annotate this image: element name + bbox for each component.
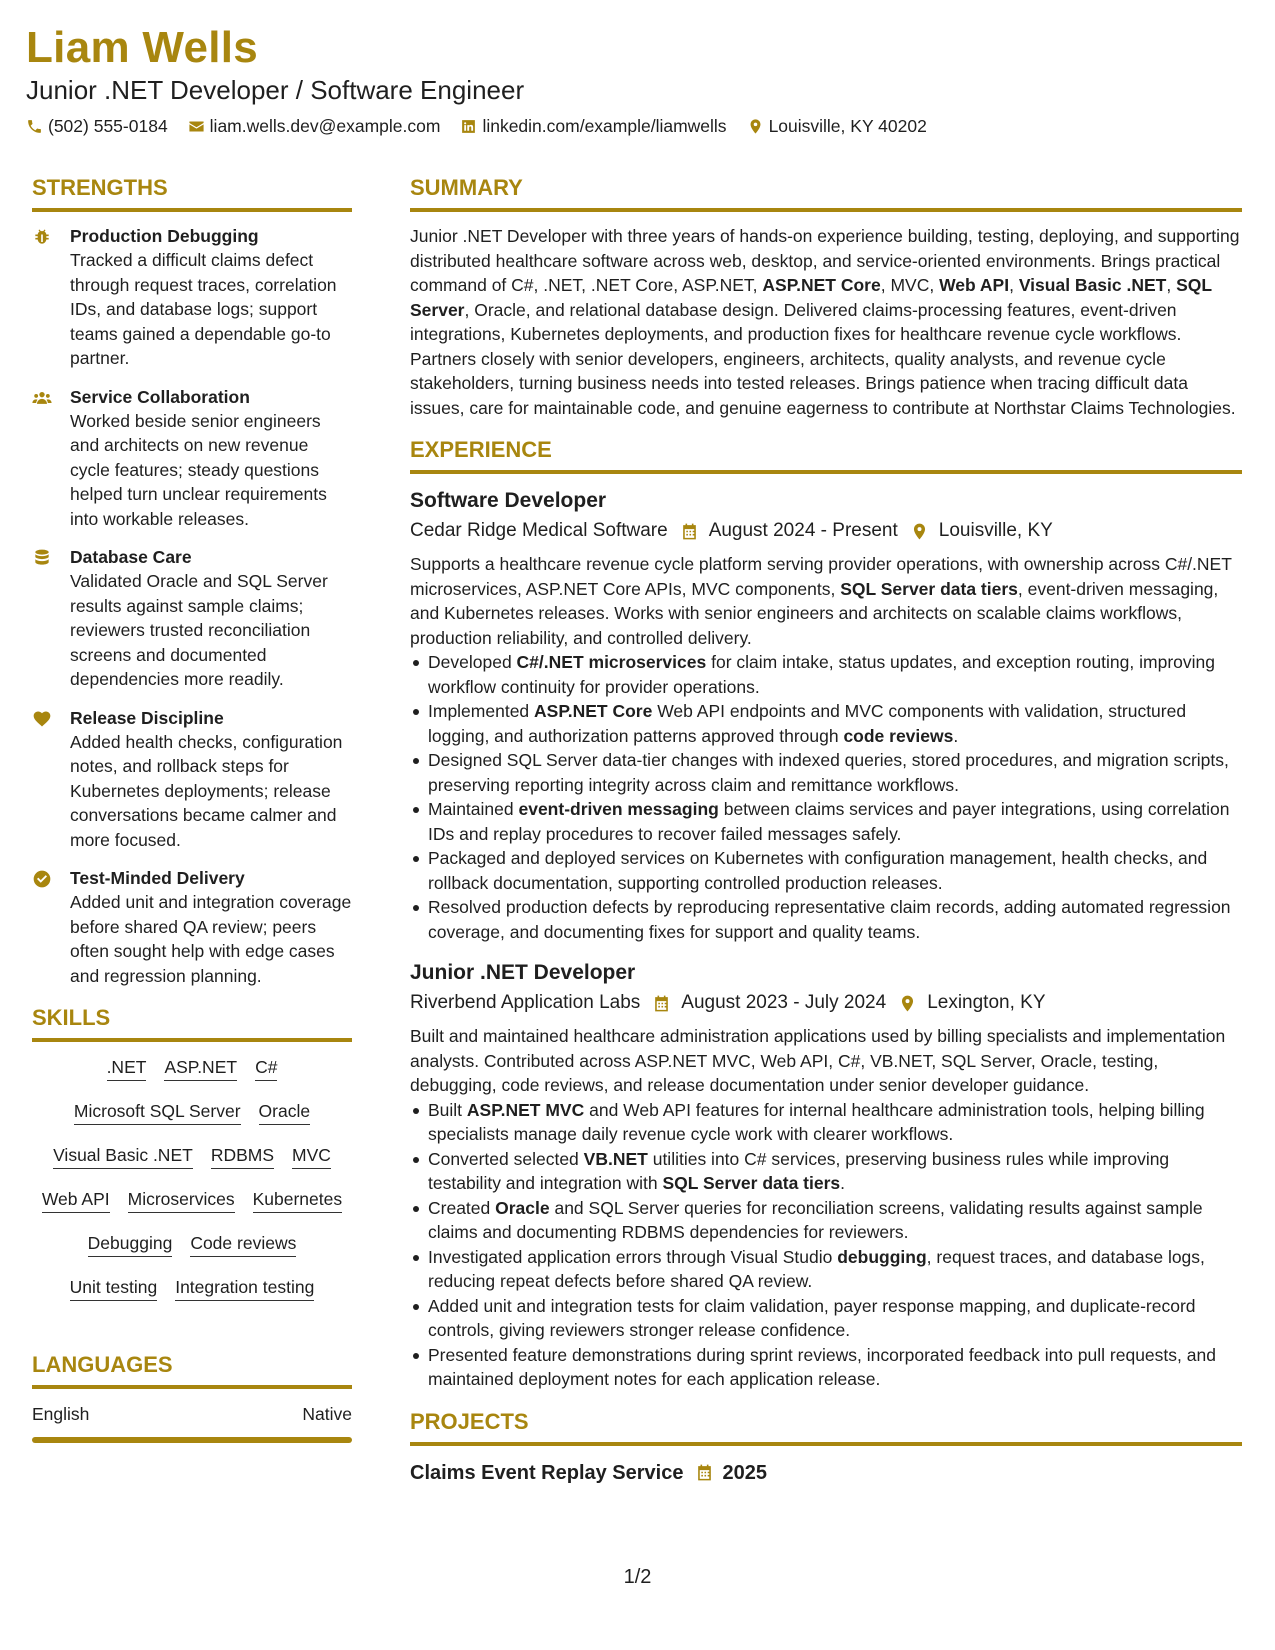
strength-item — [32, 866, 352, 988]
strength-item — [32, 224, 352, 371]
bug-icon — [32, 224, 70, 371]
strength-body — [70, 706, 352, 853]
strength-body — [70, 545, 352, 692]
envelope-icon — [188, 118, 205, 135]
text-run: Implemented — [428, 701, 535, 721]
text-run: and Web API features for internal healthcare administration tools, helping billing specialists manage daily revenue cycle work with clearer workflows. — [428, 1099, 1205, 1144]
skill-tag: Kubernetes — [253, 1188, 343, 1213]
heart-icon — [32, 706, 70, 853]
skill-tag: Code reviews — [190, 1232, 296, 1257]
language-row — [32, 1401, 352, 1427]
project-name: Claims Event Replay Service — [410, 1461, 684, 1484]
skill-tag: Web API — [42, 1188, 110, 1213]
bullet-item — [428, 797, 1242, 846]
strength-item — [32, 545, 352, 692]
projects-heading: PROJECTS — [410, 1408, 529, 1434]
section-divider — [410, 208, 1242, 212]
bullet-item — [428, 1294, 1242, 1343]
text-run: Added unit and integration tests for claim validation, payer response mapping, and duplicate-record controls, giving reviewers stronger release confidence. — [428, 1295, 1196, 1340]
bullet-item — [428, 748, 1242, 797]
text-run: for claim intake, status updates, and exception routing, improving workflow continuity for provider operations. — [428, 652, 1215, 697]
skill-tag: ASP.NET — [164, 1056, 237, 1081]
job-dates: August 2024 - Present — [708, 520, 898, 541]
text-run: , event-driven messaging, and Kubernetes releases. Works with senior engineers and architects on scalable claims workflows, production reliability, and controlled delivery. — [410, 578, 1219, 648]
text-run: , — [1166, 275, 1177, 295]
skill-tag: Microsoft SQL Server — [74, 1100, 241, 1125]
job-bullets — [410, 1098, 1242, 1392]
contact-phone[interactable] — [26, 116, 168, 137]
text-run: Junior .NET Developer with three years of hands-on experience building, testing, deploying, and supporting distributed healthcare software across web, desktop, and service-oriented environments. Brings practical command of C#, .NET, .NET Core, ASP.NET, — [410, 226, 1240, 295]
section-divider — [410, 1442, 1242, 1446]
job-company: Riverbend Application Labs — [410, 992, 641, 1013]
language-proficiency-bar — [32, 1437, 352, 1443]
bold-text: ASP.NET Core — [762, 275, 881, 295]
job-bullets — [410, 650, 1242, 944]
strength-title: Release Discipline — [70, 707, 224, 728]
text-run: , Oracle, and relational database design. Delivered claims-processing features, event-driven integrations, Kubernetes deployments, and production fixes for healthcare revenue cycle workflows. Partners closely with senior developers, engineers, architects, quality analysts, and revenue cycle stakeholders, turning business needs into tested releases. Brings patience when tracing difficult data issues, care for maintainable code, and genuine eagerness to contribute at Northstar Claims Technologies. — [410, 299, 1236, 418]
contact-bar — [26, 116, 1249, 137]
calendar-icon — [652, 994, 671, 1013]
phone-icon — [26, 118, 43, 135]
text-run: Investigated application errors through Visual Studio — [428, 1246, 838, 1267]
bold-text: Oracle — [495, 1197, 550, 1218]
job-meta — [410, 516, 1242, 546]
skills-list — [32, 1054, 352, 1301]
text-run: . — [840, 1173, 846, 1193]
skill-tag: Unit testing — [70, 1276, 158, 1301]
contact-linkedin[interactable] — [460, 116, 726, 137]
left-column — [32, 172, 352, 1443]
email-text: liam.wells.dev@example.com — [209, 116, 441, 136]
text-run: utilities into C# services, preserving business rules while improving testability and integration with — [428, 1148, 1170, 1193]
summary-text — [410, 224, 1242, 420]
section-divider — [32, 1038, 352, 1042]
text-run: Maintained — [428, 799, 519, 819]
bold-text: VB.NET — [583, 1148, 648, 1169]
strengths-list — [32, 224, 352, 988]
strength-title: Production Debugging — [70, 226, 259, 246]
bullet-item — [428, 699, 1242, 748]
job-intro — [410, 552, 1242, 650]
bold-text: event-driven messaging — [518, 799, 719, 819]
skill-tag: Microservices — [128, 1188, 235, 1213]
bold-text: debugging — [837, 1246, 927, 1267]
job-entry — [410, 958, 1242, 1392]
location-text: Louisville, KY 40202 — [768, 116, 927, 136]
bold-text: SQL Server data tiers — [840, 578, 1018, 599]
strength-desc: Validated Oracle and SQL Server results against sample claims; reviewers trusted reconciliation screens and documented dependencies more readily. — [70, 571, 328, 689]
project-item — [410, 1458, 1242, 1488]
strength-body — [70, 385, 352, 532]
strength-item — [32, 385, 352, 532]
text-run: . — [953, 725, 959, 746]
bold-text: Visual Basic .NET — [1018, 275, 1167, 295]
bullet-item — [428, 895, 1242, 944]
calendar-icon — [695, 1463, 714, 1482]
bullet-item — [428, 1343, 1242, 1392]
strength-title: Database Care — [70, 547, 192, 567]
text-run: Supports a healthcare revenue cycle platform serving provider operations, with ownership across C#/.NET microservices, ASP.NET Core APIs, MVC components, — [410, 554, 1232, 599]
linkedin-text: linkedin.com/example/liamwells — [482, 116, 727, 136]
bullet-item — [428, 846, 1242, 895]
calendar-icon — [680, 522, 699, 541]
summary-heading: SUMMARY — [410, 175, 523, 200]
database-icon — [32, 545, 70, 692]
text-run: Created — [428, 1197, 496, 1218]
bold-text: ASP.NET MVC — [466, 1099, 585, 1120]
check-circle-icon — [32, 866, 70, 988]
map-pin-icon — [898, 994, 917, 1013]
text-run: Designed SQL Server data-tier changes with indexed queries, stored procedures, and migration scripts, preserving reporting integrity across claim and remittance workflows. — [428, 750, 1229, 795]
page-number: 1/2 — [623, 1566, 652, 1588]
skill-tag: Integration testing — [175, 1276, 314, 1301]
text-run: Packaged and deployed services on Kubernetes with configuration management, health checks, and rollback documentation, supporting controlled production releases. — [428, 848, 1208, 893]
bold-text: SQL Server data tiers — [662, 1173, 841, 1193]
language-level: Native — [302, 1404, 352, 1424]
resume-header — [26, 22, 1249, 137]
section-divider — [32, 208, 352, 212]
bold-text: SQL Server — [410, 275, 1212, 320]
strengths-heading: STRENGTHS — [32, 175, 168, 200]
bullet-item — [428, 650, 1242, 699]
skill-tag: .NET — [107, 1056, 147, 1081]
text-run: Web API endpoints and MVC components with validation, structured logging, and authorization patterns approved through — [428, 701, 1187, 746]
projects-list — [410, 1458, 1242, 1488]
experience-heading: EXPERIENCE — [410, 437, 552, 462]
text-run: , — [1009, 275, 1019, 295]
job-company: Cedar Ridge Medical Software — [410, 520, 668, 541]
candidate-name: Liam Wells — [26, 23, 259, 72]
languages-list — [32, 1401, 352, 1443]
section-divider — [32, 1385, 352, 1389]
strength-title: Service Collaboration — [70, 386, 250, 407]
skill-tag: RDBMS — [211, 1144, 274, 1169]
skills-heading: SKILLS — [32, 1005, 111, 1030]
languages-heading: LANGUAGES — [32, 1352, 173, 1377]
strength-desc: Added health checks, configuration notes, and rollback steps for Kubernetes deployments; release conversations became calmer and more focused. — [70, 731, 343, 850]
project-year: 2025 — [722, 1461, 767, 1484]
strength-body — [70, 224, 352, 371]
skill-tag: Oracle — [259, 1100, 311, 1125]
strength-item — [32, 706, 352, 853]
bullet-item — [428, 1147, 1242, 1196]
job-location: Lexington, KY — [927, 992, 1046, 1013]
text-run: Developed — [428, 652, 517, 672]
contact-location — [747, 116, 927, 137]
skill-tag: Visual Basic .NET — [53, 1144, 193, 1169]
linkedin-icon — [460, 118, 477, 135]
skill-tag: C# — [255, 1056, 277, 1081]
bullet-item — [428, 1098, 1242, 1147]
bold-text: ASP.NET Core — [534, 701, 653, 721]
text-run: Built and maintained healthcare administration applications used by billing specialists and implementation analysts. Contributed across ASP.NET MVC, Web API, C#, VB.NET, SQL Server, Oracle, testing, debugging, code reviews, and release documentation under senior developer guidance. — [410, 1026, 1226, 1095]
bullet-item — [428, 1245, 1242, 1294]
contact-email[interactable] — [188, 116, 441, 137]
text-run: and SQL Server queries for reconciliation screens, validating results against sample claims and documenting RDBMS dependencies for reviewers. — [428, 1197, 1203, 1242]
bold-text: Web API — [939, 275, 1010, 295]
jobs-list — [410, 486, 1242, 1392]
job-dates: August 2023 - July 2024 — [681, 992, 887, 1013]
job-meta — [410, 988, 1242, 1018]
bold-text: C#/.NET microservices — [516, 652, 707, 672]
skill-tag: MVC — [292, 1144, 331, 1169]
language-name: English — [32, 1404, 90, 1424]
right-column — [410, 172, 1242, 1488]
users-icon — [32, 385, 70, 532]
bullet-item — [428, 1196, 1242, 1245]
phone-text: (502) 555-0184 — [48, 116, 168, 136]
job-role: Junior .NET Developer — [410, 961, 636, 984]
strength-desc: Tracked a difficult claims defect through request traces, correlation IDs, and database logs; support teams gained a dependable go-to partner. — [70, 250, 337, 368]
job-role: Software Developer — [410, 489, 607, 512]
text-run: Resolved production defects by reproducing representative claim records, adding automated regression coverage, and documenting fixes for support and quality teams. — [428, 897, 1231, 942]
strength-title: Test-Minded Delivery — [70, 868, 245, 888]
section-divider — [410, 470, 1242, 474]
text-run: Converted selected — [428, 1148, 584, 1169]
skill-tag: Debugging — [88, 1232, 173, 1257]
strength-desc: Added unit and integration coverage before shared QA review; peers often sought help with edge cases and regression planning. — [70, 892, 352, 986]
strength-desc: Worked beside senior engineers and architects on new revenue cycle features; steady questions helped turn unclear requirements into workable releases. — [70, 410, 327, 529]
job-location: Louisville, KY — [938, 520, 1053, 541]
candidate-title: Junior .NET Developer / Software Engineer — [26, 75, 525, 105]
map-pin-icon — [910, 522, 929, 541]
job-entry — [410, 486, 1242, 944]
text-run: , request traces, and database logs, reducing repeat defects before shared QA review. — [428, 1246, 1205, 1291]
text-run: Built — [428, 1099, 467, 1120]
strength-body — [70, 866, 352, 988]
text-run: , MVC, — [880, 275, 940, 295]
bold-text: code reviews — [843, 725, 954, 746]
text-run: Presented feature demonstrations during sprint reviews, incorporated feedback into pull requests, and maintained deployment notes for each application release. — [428, 1344, 1216, 1389]
map-pin-icon — [747, 118, 764, 135]
job-intro — [410, 1024, 1242, 1098]
text-run: between claims services and payer integrations, using correlation IDs and replay procedures to recover failed messages safely. — [428, 799, 1230, 844]
